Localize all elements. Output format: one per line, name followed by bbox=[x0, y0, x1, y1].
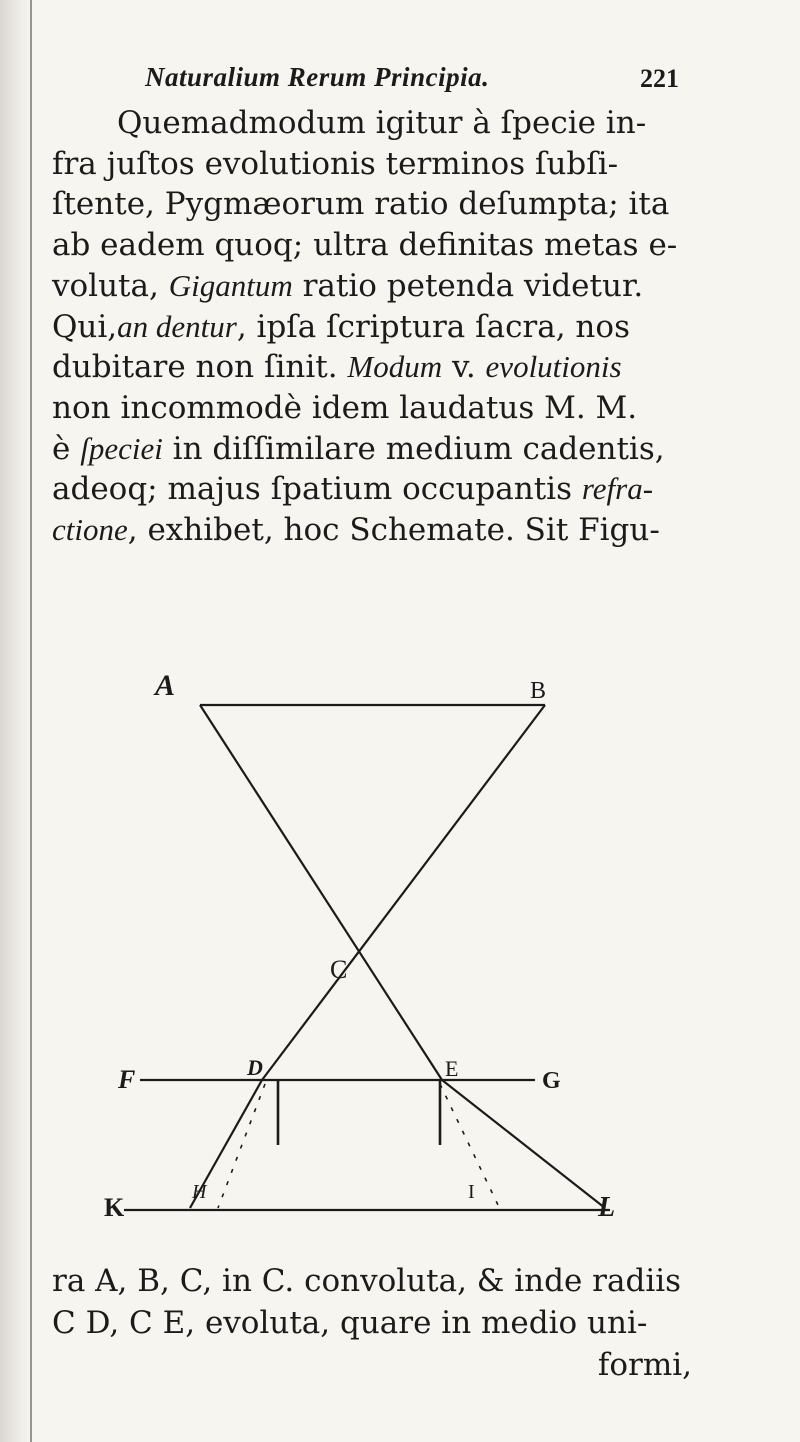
running-title: Naturalium Rerum Principia. bbox=[145, 62, 490, 92]
page-gutter-shadow bbox=[0, 0, 30, 1442]
label-d: D bbox=[247, 1055, 263, 1080]
page-fold-line bbox=[30, 0, 32, 1442]
text-line bbox=[52, 388, 752, 429]
text-run: fra juſtos evolutionis terminos ſubſi- bbox=[52, 145, 619, 182]
label-c: C bbox=[330, 955, 348, 984]
label-b: B bbox=[530, 678, 547, 704]
label-i: I bbox=[468, 1181, 475, 1203]
italic-run: refra- bbox=[581, 471, 654, 507]
text-run: adeoq; majus ſpatium occupantis bbox=[52, 471, 582, 508]
italic-run: ctione bbox=[52, 512, 128, 548]
line-a-e bbox=[200, 705, 442, 1080]
text-run: ab eadem quoq; ultra definitas metas e- bbox=[52, 227, 678, 264]
text-run: Quemadmodum igitur à ſpecie in- bbox=[117, 105, 647, 141]
text-run: non incommodè idem laudatus M. M. bbox=[52, 389, 638, 426]
text-line bbox=[52, 307, 752, 348]
text-run: v. bbox=[442, 349, 486, 386]
italic-run: Modum bbox=[347, 349, 443, 385]
text-run: , ipſa ſcriptura ſacra, nos bbox=[236, 308, 630, 345]
text-line bbox=[52, 184, 752, 225]
text-run: dubitare non ſinit. bbox=[52, 349, 348, 386]
text-run: ratio petenda videtur. bbox=[292, 267, 644, 304]
label-l: L bbox=[598, 1192, 616, 1223]
tail-line-2: C D, C E, evoluta, quare in medio uni- bbox=[52, 1305, 648, 1341]
page-number: 221 bbox=[640, 64, 679, 93]
label-h: H bbox=[192, 1181, 207, 1203]
text-line bbox=[52, 429, 752, 470]
text-line bbox=[52, 266, 752, 307]
text-run: , exhibet, hoc Schemate. Sit Figu- bbox=[127, 512, 660, 549]
text-line bbox=[52, 510, 752, 551]
italic-run: evolutionis bbox=[485, 349, 622, 385]
italic-run: Gigantum bbox=[168, 267, 293, 303]
label-f: F bbox=[118, 1065, 136, 1094]
main-text bbox=[52, 103, 752, 551]
geometric-figure bbox=[100, 660, 620, 1230]
text-run: Qui, bbox=[52, 308, 118, 345]
text-run: voluta, bbox=[52, 267, 169, 304]
text-line bbox=[52, 225, 752, 266]
italic-run: ſpeciei bbox=[80, 430, 163, 466]
text-line bbox=[52, 469, 752, 510]
label-g: G bbox=[542, 1068, 561, 1094]
text-run: è bbox=[52, 430, 81, 467]
label-k: K bbox=[104, 1193, 125, 1222]
tail-line-3: formi, bbox=[597, 1347, 692, 1383]
line-e-l bbox=[442, 1080, 605, 1208]
continued-text bbox=[52, 1260, 752, 1386]
line-b-d bbox=[262, 705, 545, 1080]
text-line bbox=[52, 347, 752, 388]
label-e: E bbox=[445, 1056, 459, 1081]
tail-line-1: ra A, B, C, in C. convoluta, & inde radiis bbox=[52, 1263, 682, 1299]
italic-run: an dentur bbox=[117, 308, 237, 344]
text-run: in diſſimilare medium cadentis, bbox=[162, 430, 665, 467]
text-run: ſtente, Pygmæorum ratio deſumpta; ita bbox=[52, 186, 670, 223]
label-a: A bbox=[155, 669, 176, 702]
text-line bbox=[52, 144, 752, 185]
text-line bbox=[52, 103, 752, 144]
